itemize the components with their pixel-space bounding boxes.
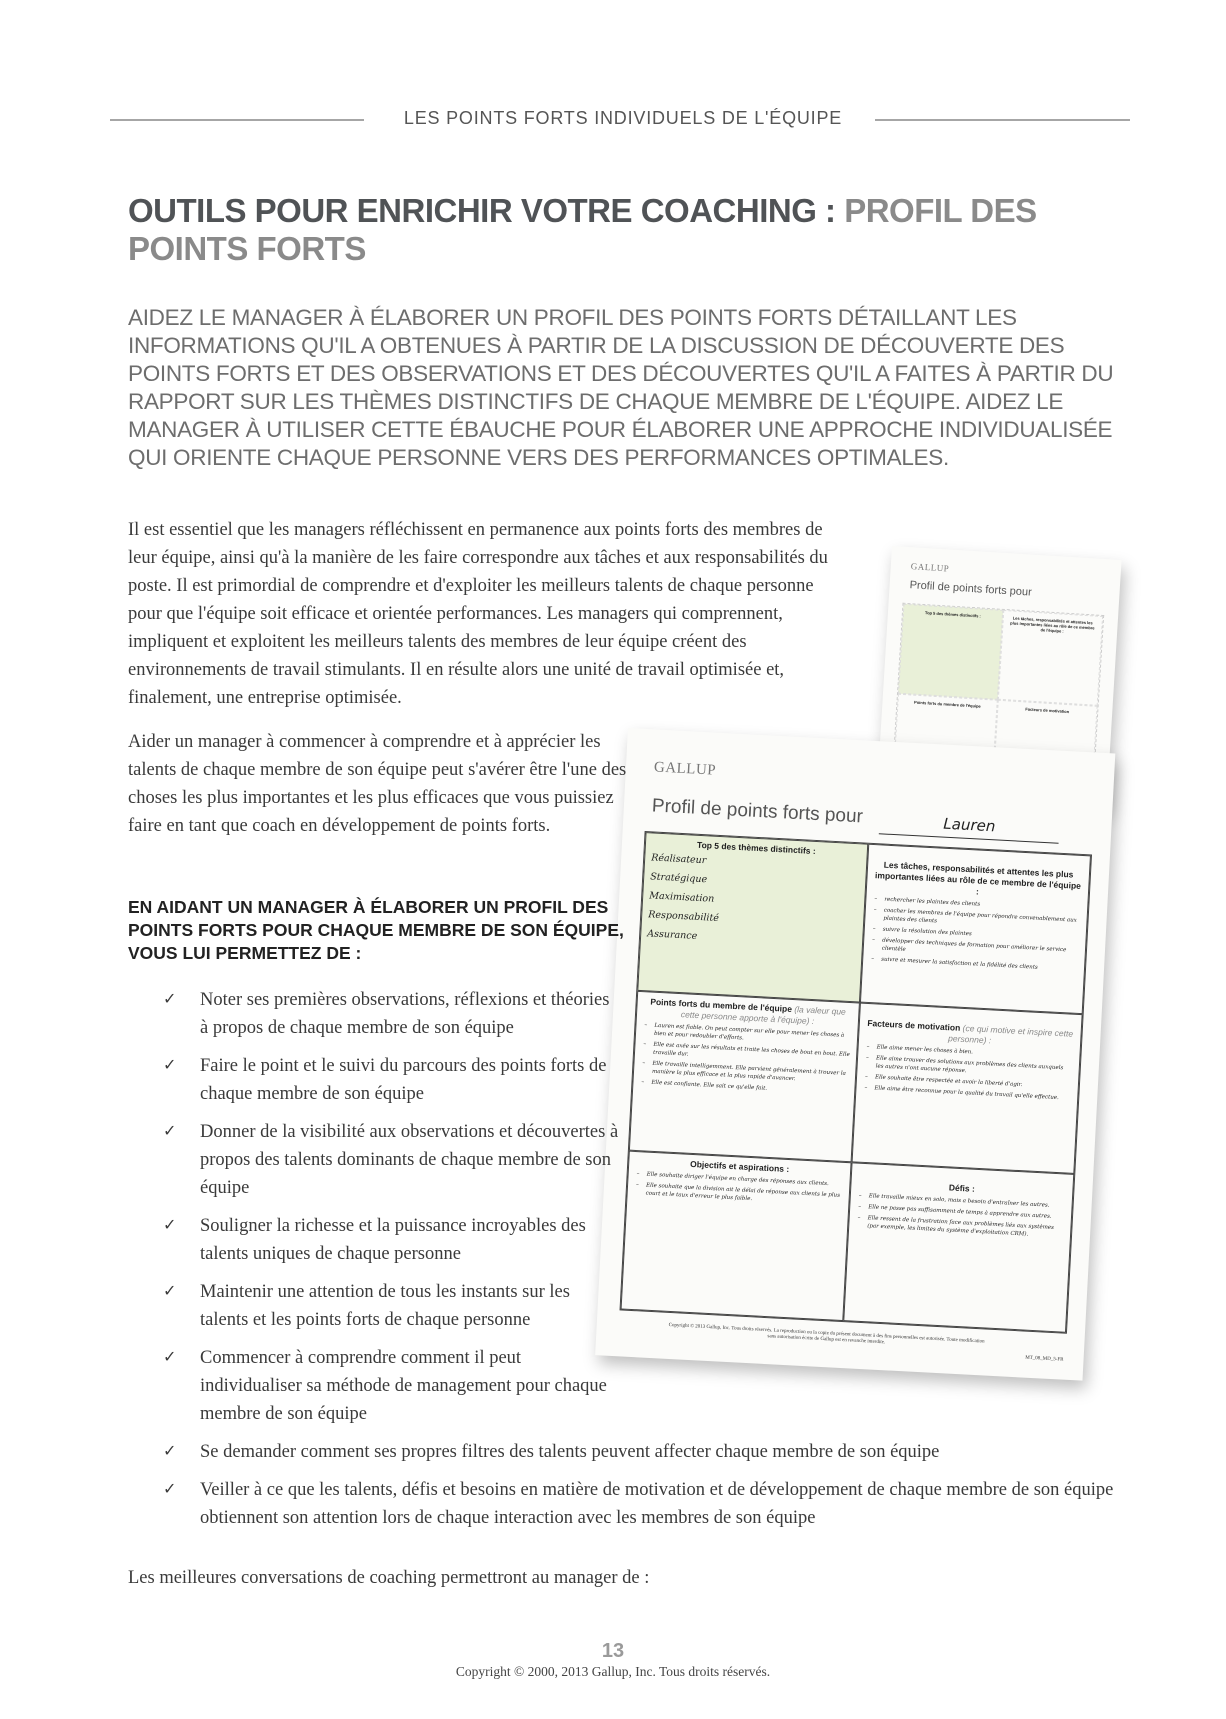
checklist-item-text: Faire le point et le suivi du parcours des points forts de chaque membre de son équipe	[200, 1056, 607, 1104]
list-item: – développer des techniques de formation pour améliorer le service clientèle	[882, 937, 1080, 963]
section-subheading: EN AIDANT UN MANAGER À ÉLABORER UN PROFIL DES POINTS FORTS POUR CHAQUE MEMBRE DE SON ÉQUIPE, VOUS LUI PERMETTEZ DE :	[128, 897, 624, 963]
cell-heading: Défis :	[948, 1182, 976, 1194]
cell-heading-main: Facteurs de motivation	[867, 1018, 961, 1034]
cell-heading: Top 5 des thèmes distinctifs :	[924, 610, 982, 619]
copyright-notice: Copyright © 2000, 2013 Gallup, Inc. Tous droits réservés.	[455, 1664, 771, 1679]
cell-heading: Les tâches, responsabilités et attentes les plus importantes liées au rôle de ce membre de l'équipe :	[874, 859, 1082, 897]
page-title-main: OUTILS POUR ENRICHIR VOTRE COACHING :	[128, 192, 836, 229]
list-item: – Elle aime trouver des solutions aux problèmes des clients auxquels les autres n'ont aucune réponse.	[875, 1055, 1073, 1081]
cell-heading-sub: (la valeur que cette personne apporte à l'équipe) :	[680, 1004, 847, 1027]
list-item: – Lauren est fiable. On peut compter sur elle pour mener les choses à bien et pour redoubler d'efforts.	[654, 1022, 852, 1048]
checkmark-icon: ✓	[163, 1443, 177, 1460]
checkmark-icon: ✓	[163, 1349, 177, 1366]
theme-item: Stratégique	[649, 871, 708, 886]
checklist-item	[128, 1118, 620, 1202]
gallup-logo: GALLUP	[653, 759, 717, 779]
checkmark-icon: ✓	[163, 1057, 177, 1074]
theme-item: Assurance	[646, 928, 698, 942]
cell-heading-main: Points forts du membre de l'équipe	[650, 996, 793, 1015]
checklist-item-text: Veiller à ce que les talents, défis et besoins en matière de motivation et de développement de chaque membre de son équipe obtiennent son attention lors de chaque interaction avec les membres de son équipe	[200, 1480, 1114, 1528]
checklist-item-text: Se demander comment ses propres filtres des talents peuvent affecter chaque membre de son équipe	[200, 1442, 940, 1462]
page-title-accent: PROFIL DES POINTS FORTS	[128, 192, 1037, 267]
list-item: – Elle souhaite diriger l'équipe en charge des réponses aux clients.	[646, 1170, 843, 1188]
cell-heading: Objectifs et aspirations :	[689, 1158, 790, 1174]
checklist-item	[128, 1476, 1120, 1532]
checkmark-icon: ✓	[163, 1123, 177, 1140]
section-label: LES POINTS FORTS INDIVIDUELS DE L'ÉQUIPE	[403, 108, 843, 128]
list-item: – suivre et mesurer la satisfaction et la fidélité des clients	[881, 956, 1078, 974]
list-item: – Elle ne passe pas suffisamment de temps à apprendre aux autres.	[868, 1203, 1065, 1221]
checklist-item	[128, 1278, 620, 1334]
list-item: – coacher les membres de l'équipe pour répondre convenablement aux plaintes des clients	[883, 907, 1081, 933]
sheet-title: Profil de points forts pour	[909, 579, 1033, 599]
list-item: – Elle souhaite être respectée et avoir la liberté d'agir.	[875, 1074, 1072, 1092]
cell-heading: Top 5 des thèmes distinctifs :	[696, 839, 817, 856]
profile-name: Lauren	[879, 811, 1060, 843]
checklist-item	[128, 1438, 960, 1466]
header-divider-right	[875, 119, 1130, 121]
cell-tasks	[998, 610, 1103, 706]
cell-top5	[637, 832, 868, 1003]
checklist-item-text: Commencer à comprendre comment il peut individualiser sa méthode de management pour chaque membre de son équipe	[200, 1348, 607, 1424]
checklist-item	[128, 986, 620, 1042]
intro-text: AIDEZ LE MANAGER À ÉLABORER UN PROFIL DES POINTS FORTS DÉTAILLANT LES INFORMATIONS QU'IL A OBTENUES À PARTIR DE LA DISCUSSION DE DÉCOUVERTE DES POINTS FORTS ET DES OBSERVATIONS ET DES DÉCOUVERTES QU'IL A FAITES À PARTIR DU RAPPORT SUR LES THÈMES DISTINCTIFS DE CHAQUE MEMBRE DE L'ÉQUIPE. AIDEZ LE MANAGER À UTILISER CETTE ÉBAUCHE POUR ÉLABORER UNE APPROCHE INDIVIDUALISÉE QUI ORIENTE CHAQUE PERSONNE VERS DES PERFORMANCES OPTIMALES.	[128, 305, 1114, 470]
header-divider-left	[110, 119, 364, 121]
benefits-checklist	[128, 986, 1114, 1542]
list-item: – Elle souhaite que la division ait le délai de réponse aux clients le plus court et le taux d'erreur le plus faible.	[645, 1181, 843, 1207]
checkmark-icon: ✓	[163, 991, 177, 1008]
cell-heading: Les tâches, responsabilités et attentes les plus importantes liées au rôle de ce membre de l'équipe :	[1010, 615, 1095, 634]
checkmark-icon: ✓	[163, 1283, 177, 1300]
page-title	[128, 192, 1108, 268]
checklist-item	[128, 1052, 620, 1108]
body-paragraph-2: Aider un manager à commencer à comprendre et à apprécier les talents de chaque membre de son équipe peut s'avérer être l'une des choses les plus importantes et les plus efficaces que vous puissiez faire en tant que coach en développement de points forts.	[128, 732, 627, 836]
list-item: – Elle aime être reconnue pour la qualité du travail qu'elle effectue.	[874, 1085, 1071, 1103]
page-number: 13	[601, 1640, 625, 1662]
checklist-item-text: Noter ses premières observations, réflexions et théories à propos de chaque membre de son équipe	[200, 990, 610, 1038]
section-header	[110, 108, 1130, 130]
cell-top5	[898, 604, 1003, 700]
checkmark-icon: ✓	[163, 1481, 177, 1498]
closing-line: Les meilleures conversations de coaching permettront au manager de :	[128, 1568, 650, 1588]
list-item: – Elle est axée sur les résultats et traite les choses de bout en bout. Elle travaille dur.	[653, 1041, 851, 1067]
sheet-code: MT_08_MD_5-FR	[1025, 1355, 1064, 1363]
cell-heading: Points forts du membre de l'équipe	[913, 699, 981, 709]
theme-item: Responsabilité	[647, 909, 720, 925]
checklist-item	[128, 1344, 620, 1428]
list-item: – Elle ressent de la frustration face aux problèmes liés aux systèmes (par exemple, les limites du système d'exploitation CRM).	[867, 1214, 1065, 1240]
cell-heading: Facteurs de motivation	[1025, 706, 1070, 715]
checkmark-icon: ✓	[163, 1217, 177, 1234]
list-item: – suivre la résolution des plaintes	[883, 926, 1080, 944]
theme-item: Réalisateur	[650, 852, 707, 867]
list-item: – Elle aime mener les choses à bien.	[876, 1044, 1073, 1062]
sheet-footer: Copyright © 2013 Gallup, Inc. Tous droits réservés. La reproduction ou la copie du présent document à des fins personnelles est autorisée. Toute modification sans autorisation écrite de Gallup est en revanche interdite.	[668, 1322, 985, 1346]
list-item: – Elle travaille intelligemment. Elle parvient généralement à trouver la manière la plus efficace et la plus rapide d'avancer.	[652, 1060, 850, 1086]
checklist-item	[128, 1212, 620, 1268]
checklist-item-text: Souligner la richesse et la puissance incroyables des talents uniques de chaque personne	[200, 1216, 586, 1264]
list-item: – Elle travaille mieux en solo, mais a besoin d'entraîner les autres.	[869, 1192, 1066, 1210]
theme-item: Maximisation	[648, 890, 715, 905]
checklist-item-text: Donner de la visibilité aux observations et découvertes à propos des talents dominants de chaque membre de son équipe	[200, 1122, 619, 1198]
checklist-item-text: Maintenir une attention de tous les instants sur les talents et les points forts de chaque personne	[200, 1282, 570, 1330]
list-item: – Elle est confiante. Elle sait ce qu'elle fait.	[651, 1079, 848, 1097]
sheet-title: Profil de points forts pour	[651, 795, 864, 828]
gallup-logo: GALLUP	[910, 561, 950, 574]
cell-heading-sub: (ce qui motive et inspire cette personne) :	[947, 1023, 1074, 1046]
body-paragraph-1: Il est essentiel que les managers réfléchissent en permanence aux points forts des membres de leur équipe, ainsi qu'à la manière de les faire correspondre aux tâches et aux responsabilités du poste. Il est primordial de comprendre et d'exploiter les meilleurs talents de chaque personne pour que l'équipe soit efficace et orientée performances. Les managers qui comprennent, impliquent et exploitent les meilleurs talents des membres de leur équipe créent des environnements de travail stimulants. Il en résulte alors une unité de travail optimisée et, finalement, une entreprise optimisée.	[128, 520, 828, 708]
list-item: – rechercher les plaintes des clients	[884, 896, 1081, 914]
